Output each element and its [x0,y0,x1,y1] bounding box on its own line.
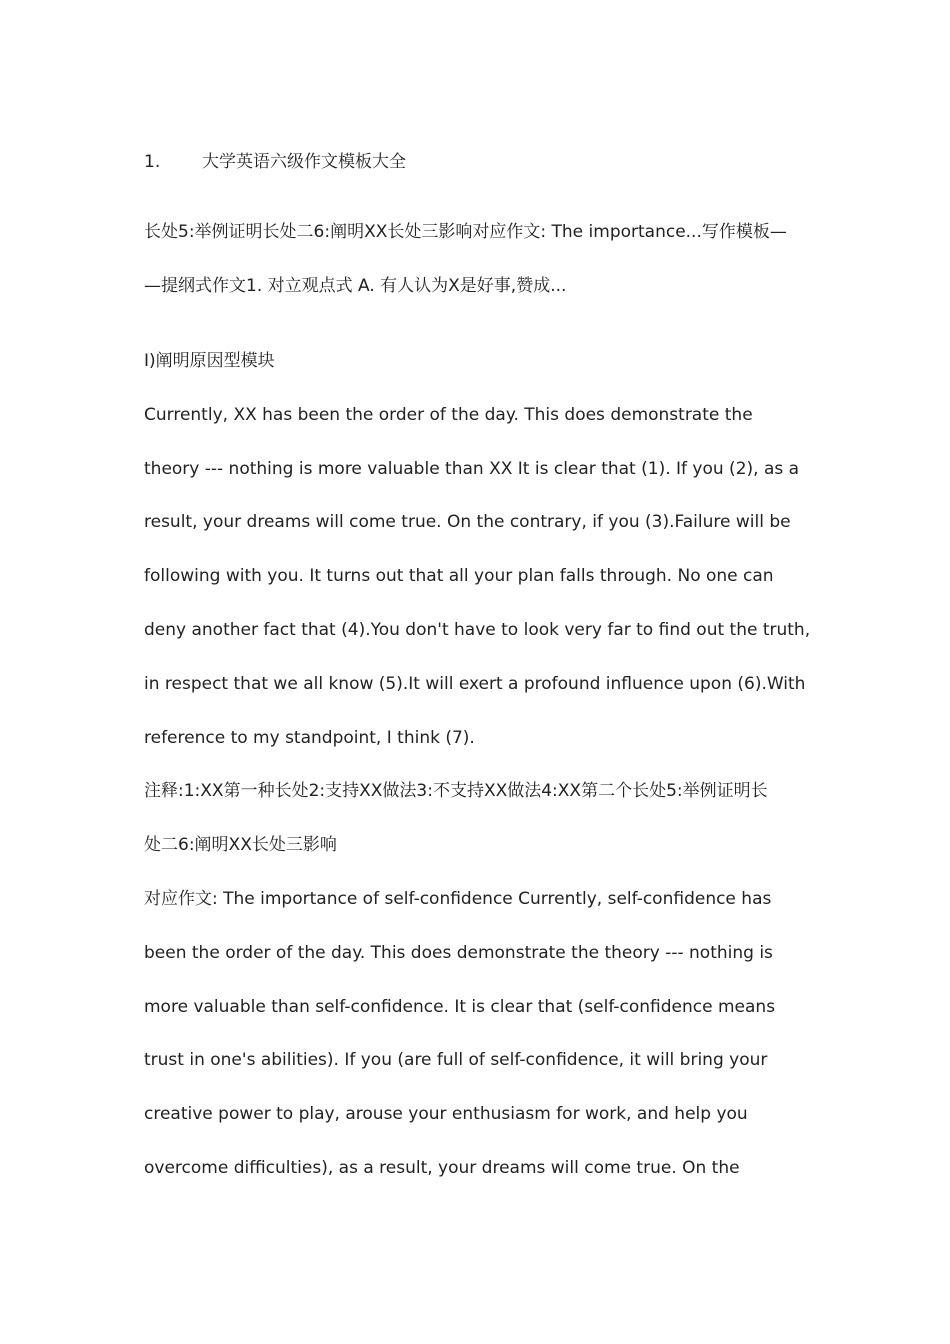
note-line: 注释:1:XX第一种长处2:支持XX做法3:不支持XX做法4:XX第二个长处5:举例证明长 [144,781,768,802]
essay-line: 对应作文: The importance of self-confidence Currently, self-confidence has [144,888,772,909]
essay-line: overcome difficulties), as a result, your dreams will come true. On the [144,1157,740,1178]
section-title: I)阐明原因型模块 [144,351,275,371]
note-line: 处二6:阐明XX长处三影响 [144,835,337,856]
essay-line: creative power to play, arouse your enthusiasm for work, and help you [144,1104,748,1125]
page-heading [144,150,406,174]
essay-line: trust in one's abilities). If you (are full of self-confidence, it will bring your [144,1050,768,1071]
heading-number: 1. [144,152,161,172]
template-line: reference to my standpoint, I think (7). [144,727,475,748]
template-section [144,335,824,1196]
template-line: theory --- nothing is more valuable than XX It is clear that (1). If you (2), as a [144,458,800,479]
template-line: following with you. It turns out that all your plan falls through. No one can [144,566,774,587]
template-line: result, your dreams will come true. On the contrary, if you (3).Failure will be [144,512,791,533]
heading-title: 大学英语六级作文模板大全 [202,152,406,172]
template-line: in respect that we all know (5).It will exert a profound influence upon (6).With [144,673,806,694]
intro-paragraph [144,206,824,314]
template-line: Currently, XX has been the order of the day. This does demonstrate the [144,404,753,425]
template-line: deny another fact that (4).You don't have to look very far to find out the truth, [144,619,811,640]
essay-line: more valuable than self-confidence. It is clear that (self-confidence means [144,996,776,1017]
intro-line: —提纲式作文1. 对立观点式 A. 有人认为X是好事,赞成... [144,275,567,296]
essay-line: been the order of the day. This does demonstrate the theory --- nothing is [144,942,773,963]
intro-line: 长处5:举例证明长处二6:阐明XX长处三影响对应作文: The importance...写作模板— [144,222,787,242]
